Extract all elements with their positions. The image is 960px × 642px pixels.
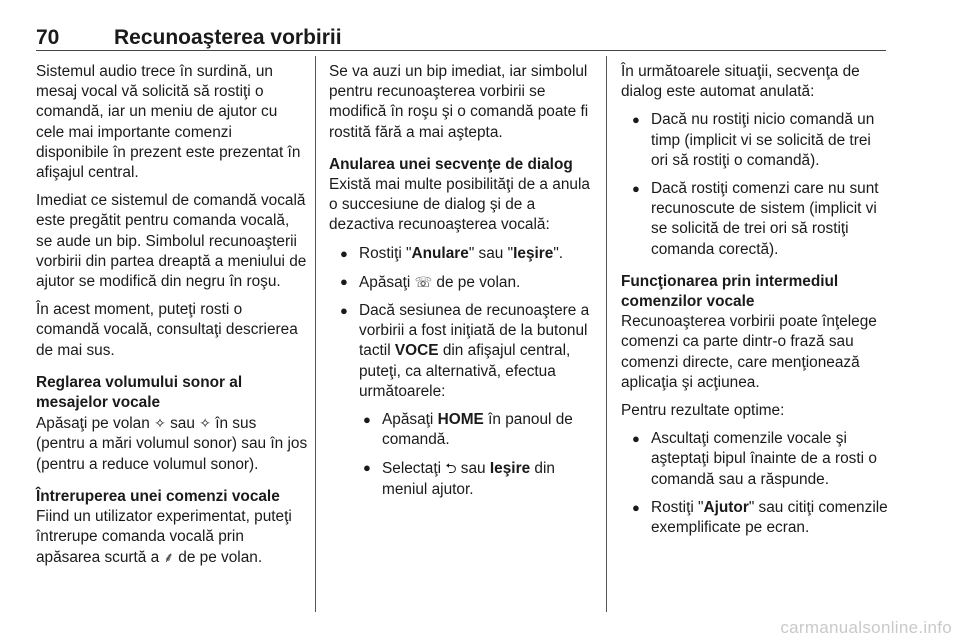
watermark: carmanualsonline.info [780,618,952,637]
sub-options-list [329,410,595,500]
voice-command-icon: ⸙ [163,549,174,566]
list-item: ● Rostiţi "Ajutor" sau citiţi comenzile exemplificate pe ecran. [621,498,889,538]
list-item: ● Rostiţi "Anulare" sau "Ieşire". [329,244,595,264]
paragraph-volume: Apăsaţi pe volan ✧ sau ✧ în sus (pentru a mări volumul sonor) sau în jos (pentru a reduce volumul sonor). [36,415,308,473]
auto-cancel-list [621,110,889,259]
section-heading-interrupt: Întreruperea unei comenzi vocale [36,487,280,505]
back-icon: ⮌ [445,460,457,477]
paragraph: Imediat ce sistemul de comandă vocală este pregătit pentru comanda vocală, se aude un bip. Simbolul recunoaşterii vorbirii din partea dreaptă a meniului de ajutor se modifică din negru în roşu. [36,192,307,291]
list-item: ● Dacă sesiunea de recunoaştere a vorbirii a fost iniţiată de la butonul tactil VOCE din afişajul central, puteţi, ca alternativă, efectua următoarele: ● Apăsaţi HOME în panoul de comandă. ● Selectaţi ⮌ sau Ieşire din meniul ajutor. [329,301,595,500]
cancel-options-list [329,244,595,500]
page-header [36,26,886,56]
list-item: ● Apăsaţi HOME în panoul de comandă. [329,410,595,450]
header-divider [36,50,886,51]
paragraph-interrupt: Fiind un utilizator experimentat, puteţi întrerupe comanda vocală prin apăsarea scurtă a ⸙ de pe volan. [36,508,292,567]
paragraph: Sistemul audio trece în surdină, un mesaj vocal vă solicită să rostiţi o comandă, iar un meniu de ajutor cu cele mai importante comenzi disponibile în prezent este prezentat în afişajul central. [36,63,301,182]
paragraph: În acest moment, puteţi rosti o comandă vocală, consultaţi descrierea de mai sus. [36,301,298,359]
paragraph: În următoarele situaţii, secvenţa de dialog este automat anulată: [621,63,860,101]
paragraph: Se va auzi un bip imediat, iar simbolul pentru recunoaşterea vorbirii se modifică în roşu şi o comandă poate fi rostită fără a mai aştepta. [329,63,589,141]
column-divider-2 [606,56,607,612]
section-heading-function: Funcţionarea prin intermediul comenzilor vocale [621,272,839,311]
list-item: ● Ascultaţi comenzile vocale şi aşteptaţi bipul înainte de a rosti o comandă sau a răspunde. [621,429,889,490]
column-2 [329,62,595,508]
column-3 [621,62,889,546]
page-number: 70 [36,26,60,49]
list-item: ● Dacă rostiţi comenzi care nu sunt recunoscute de sistem (implicit vi se solicită de trei ori să rostiţi comanda corectă). [621,179,889,260]
paragraph-function: Recunoaşterea vorbirii poate înţelege comenzi ca parte dintr-o frază sau comenzi directe, care menţionează aplicaţia şi acţiunea. [621,313,877,391]
paragraph-optimal: Pentru rezultate optime: [621,402,785,420]
column-divider-1 [315,56,316,612]
column-1 [36,62,308,577]
list-item: ● Apăsaţi ☏ de pe volan. [329,272,595,293]
volume-down-icon: ✧ [199,415,211,432]
paragraph-cancel: Există mai multe posibilităţi de a anula o succesiune de dialog şi de a dezactiva recunoaşterea vocală: [329,176,590,234]
volume-up-icon: ✧ [154,415,166,432]
list-item: ● Selectaţi ⮌ sau Ieşire din meniul ajutor. [329,458,595,499]
hang-up-icon: ☏ [414,273,433,290]
page-title: Recunoaşterea vorbirii [114,26,342,49]
list-item: ● Dacă nu rostiţi nicio comandă un timp (implicit vi se solicită de trei ori să rostiţi o comandă). [621,110,889,171]
tips-list [621,429,889,538]
section-heading-volume: Reglarea volumului sonor al mesajelor vocale [36,373,243,412]
section-heading-cancel: Anularea unei secvenţe de dialog [329,155,573,173]
